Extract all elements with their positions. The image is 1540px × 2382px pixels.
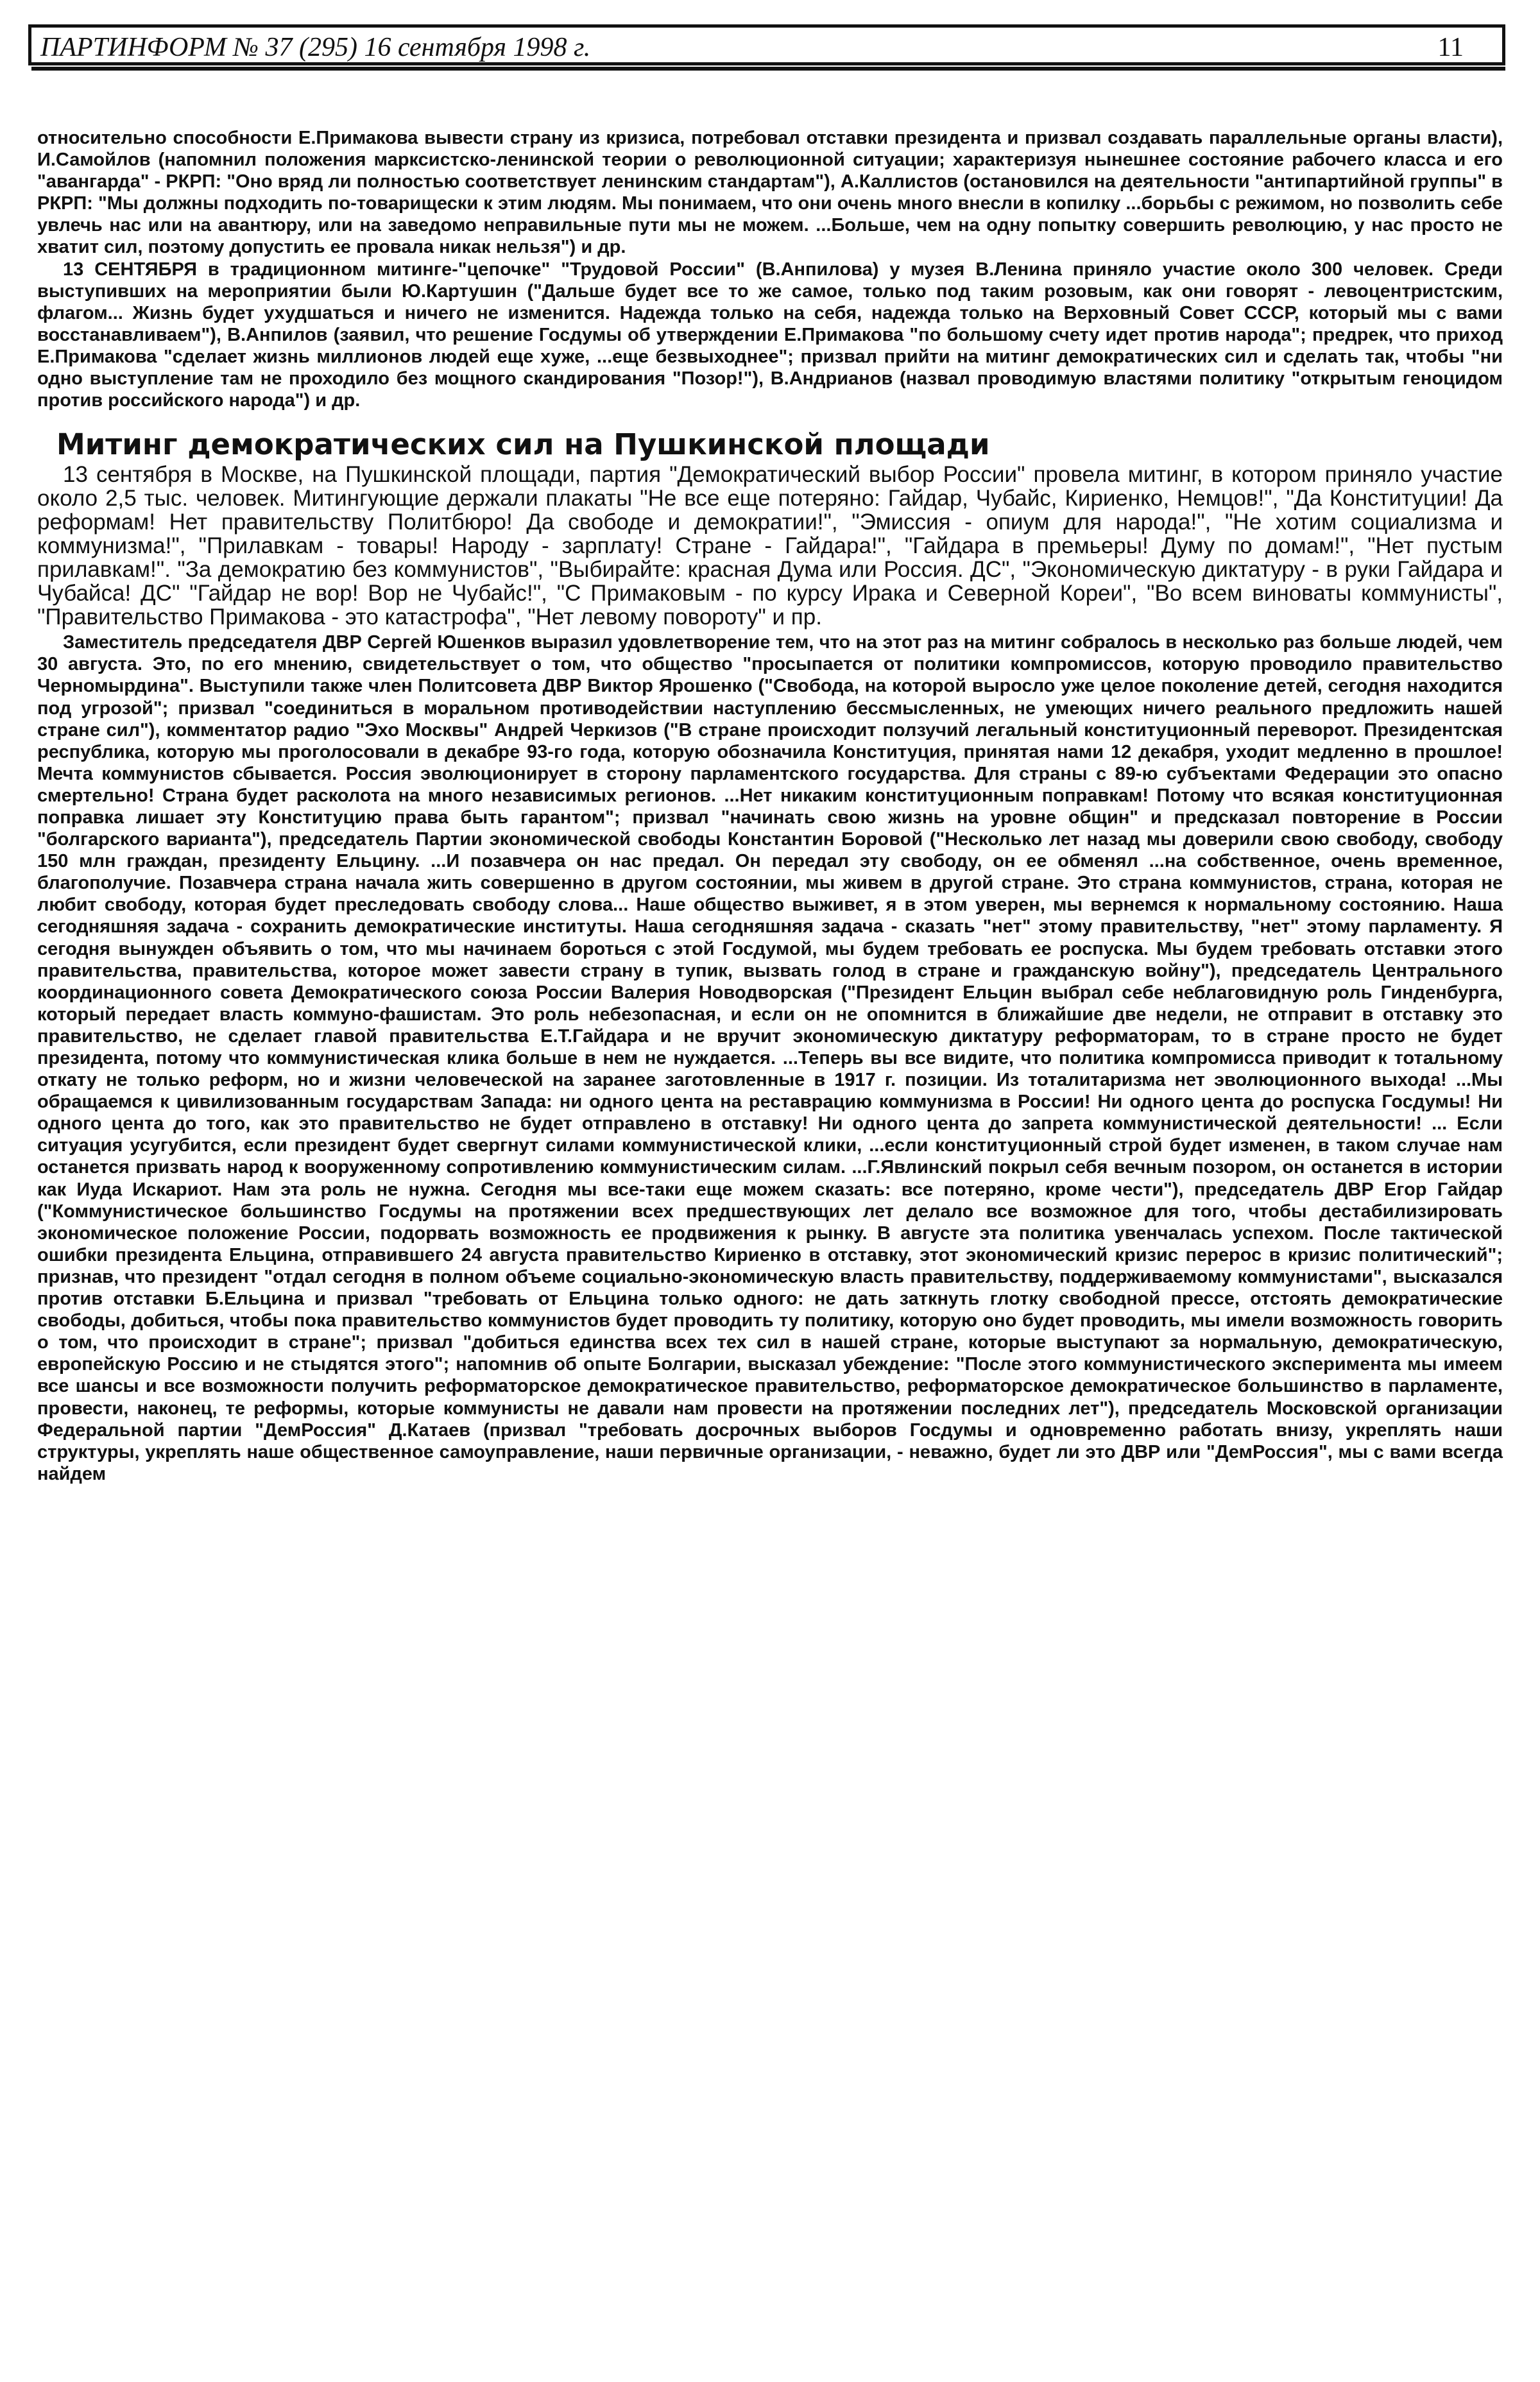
paragraph-speakers: Заместитель председателя ДВР Сергей Юшенков выразил удовлетворение тем, что на этот раз на митинг собралось в несколько раз больше людей, чем 30 августа. Это, по его мнению, свидетельствует о том, что общество "просыпается от политики компромиссов, которую проводило правительство Черномырдина". Выступили также член Политсовета ДВР Виктор Ярошенко ("Свобода, на которой выросло уже целое поколение детей, сегодня находится под угрозой"; призвал "соединиться в моральном противодействии наступлению бессмысленных, не умеющих ничего реального предложить нашей стране сил"), комментатор радио "Эхо Москвы" Андрей Черкизов ("В стране происходит ползучий легальный конституционный переворот. Президентская республика, которую мы проголосовали в декабре 93-го года, которую обозначила Конституция, принятая нами 12 декабря, уходит медленно в прошлое! Мечта коммунистов сбывается. Россия эволюционирует в сторону парламентского государства. Для страны с 89-ю субъектами Федерации это опасно смертельно! Страна будет расколота на много независимых регионов. ...Нет никаким конституционным поправкам! Потому что всякая конституционная поправка лишает эту Конституцию права быть гарантом"; призвал "начинать свою жизнь на уровне общин" и предсказал повторение в России "болгарского варианта"), председатель Партии экономической свободы Константин Боровой ("Несколько лет назад мы доверили свою свободу, свободу 150 млн граждан, президенту Ельцину. ...И позавчера он нас предал. Он передал эту свободу, он ее обменял ...на собственное, очень временное, благополучие. Позавчера страна начала жить совершенно в другом состоянии, мы живем в другой стране. Это страна коммунистов, страна, которая не любит свободу, которая будет преследовать свободу слова... Наше общество выживет, я в этом уверен, мы вернемся к нормальному состоянию. Наша сегодняшняя задача - сохранить демократические институты. Наша сегодняшняя задача - сказать "нет" этому правительству, "нет" этому парламенту. Я сегодня вынужден объявить о том, что мы начинаем бороться с этой Госдумой, мы будем требовать ее роспуска. Мы будем требовать отставки этого правительства, правительства, которое может завести страну в тупик, вызвать голод в стране и гражданскую войну"), председатель Центрального координационного совета Демократического союза России Валерия Новодворская ("Президент Ельцин выбрал себе неблаговидную роль Гинденбурга, который передает власть коммуно-фашистам. Это роль небезопасная, и если он не опомнится в ближайшие две недели, не отправит в отставку это правительство, не сделает главой правительства Е.Т.Гайдара и не вручит экономическую диктатуру реформаторам, то в стране просто не будет президента, потому что коммунистическая клика больше в нем не нуждается. ...Теперь вы все видите, что политика компромисса приводит к тотальному откату не только реформ, но и жизни человеческой на заранее заготовленные в 1917 г. позиции. Из тоталитаризма нет эволюционного выхода! ...Мы обращаемся к цивилизованным государствам Запада: ни одного цента на реставрацию коммунизма в России! Ни одного цента до роспуска Госдумы! Ни одного цента до того, как это правительство не будет отправлено в отставку! Ни одного цента до запрета коммунистической деятельности! ... Если ситуация усугубится, если президент будет свергнут силами коммунистической клики, ...если конституционный строй будет изменен, в таком случае нам останется призвать народ к вооруженному сопротивлению коммунистическим силам. ...Г.Явлинский покрыл себя вечным позором, он останется в истории как Иуда Искариот. Нам эта роль не нужна. Сегодня мы все-таки еще можем сказать: все потеряно, кроме чести"), председатель ДВР Егор Гайдар ("Коммунистическое большинство Госдумы на протяжении всех предшествующих лет делало все возможное для того, чтобы дестабилизировать экономическое положение России, подорвать возможность ее продвижения к рынку. В августе эта политика увенчалась успехом. После тактической ошибки президента Ельцина, отправившего 24 августа правительство Кириенко в отставку, этот экономический кризис перерос в кризис политический"; признав, что президент "отдал сегодня в полном объеме социально-экономическую власть правительству, поддерживаемому коммунистами", высказался против отставки Б.Ельцина и призвал "требовать от Ельцина только одного: не дать заткнуть глотку свободной прессе, отстоять демократические свободы, добиться, чтобы пока правительство коммунистов будет проводить ту политику, которую оно будет проводить, мы имели возможность говорить о том, что происходит в стране"; призвал "добиться единства всех тех сил в нашей стране, которые выступают за нормальную, демократическую, европейскую Россию и не стыдятся этого"; напомнив об опыте Болгарии, высказал убеждение: "После этого коммунистического эксперимента мы имеем все шансы и все возможности получить реформаторское демократическое правительство, реформаторское демократическое большинство в парламенте, провести, наконец, те реформы, которые коммунисты не давали нам провести на протяжении последних лет"), председатель Московской организации Федеральной партии "ДемРоссия" Д.Катаев (призвал "требовать досрочных выборов Госдумы и одновременно работать внизу, укреплять наши структуры, укреплять наше общественное самоуправление, наши первичные организации, - неважно, будет ли это ДВР или "ДемРоссия", мы с вами всегда найдем — [37, 632, 1503, 1484]
page-number: 11 — [1437, 33, 1464, 62]
article-body — [37, 127, 1503, 1485]
paragraph-continuation: относительно способности Е.Примакова вывести страну из кризиса, потребовал отставки президента и призвал создавать параллельные органы власти), И.Самойлов (напомнил положения марксистско-ленинской теории о революционной ситуации; характеризуя нынешнее состояние рабочего класса и его "авангарда" - РКРП: "Оно вряд ли полностью соответствует ленинским стандартам"), А.Каллистов (остановился на деятельности "антипартийной группы" в РКРП: "Мы должны подходить по-товарищески к этим людям. Мы понимаем, что они очень много внесли в копилку ...борьбы с режимом, но позволить себе увлечь нас или на авантюру, или на заведомо неправильные пути мы не можем. ...Больше, чем на одну попытку совершить революцию, у нас просто не хватит сил, поэтому допустить ее провала никак нельзя") и др. — [37, 128, 1503, 258]
publication-title: ПАРТИНФОРМ № 37 (295) 16 сентября 1998 г. — [40, 33, 591, 62]
header-underline — [31, 67, 1505, 71]
paragraph-labor-russia-rally: 13 СЕНТЯБРЯ в традиционном митинге-"цепочке" "Трудовой России" (В.Анпилова) у музея В.Ленина приняло участие около 300 человек. Среди выступивших на мероприятии были Ю.Картушин ("Дальше будет все то же самое, только под таким розовым, как они говорят - левоцентристским, флагом... Жизнь будет ухудшаться и ничего не изменится. Надежда только на себя, надежда только на Верховный Совет СССР, который мы с вами восстанавливаем"), В.Анпилов (заявил, что решение Госдумы об утверждении Е.Примакова "по большому счету идет против народа"; предрек, что приход Е.Примакова "сделает жизнь миллионов людей еще хуже, ...еще безвыходнее"; призвал прийти на митинг демократических сил и сделать так, чтобы "ни одно выступление там не проходило без мощного скандирования "Позор!"), В.Андрианов (назвал проводимую властями политику "открытым геноцидом против российского народа") и др. — [37, 259, 1503, 411]
section-heading: Митинг демократических сил на Пушкинской площади — [56, 427, 990, 462]
page-header — [28, 24, 1505, 65]
paragraph-rally-intro: 13 сентября в Москве, на Пушкинской площади, партия "Демократический выбор России" провела митинг, в котором приняло участие около 2,5 тыс. человек. Митингующие держали плакаты "Не все еще потеряно: Гайдар, Чубайс, Кириенко, Немцов!", "Да Конституции! Да реформам! Нет правительству Политбюро! Да свободе и демократии!", "Эмиссия - опиум для народа!", "Не хотим социализма и коммунизма!", "Прилавкам - товары! Народу - зарплату! Стране - Гайдара!", "Гайдара в премьеры! Думу по домам!", "Нет пустым прилавкам!". "За демократию без коммунистов", "Выбирайте: красная Дума или Россия. ДС", "Экономическую диктатуру - в руки Гайдара и Чубайса! ДС" "Гайдар не вор! Вор не Чубайс!", "С Примаковым - по курсу Ирака и Северной Кореи", "Во всем виноваты коммунисты", "Правительство Примакова - это катастрофа", "Нет левому повороту" и пр. — [37, 462, 1503, 630]
